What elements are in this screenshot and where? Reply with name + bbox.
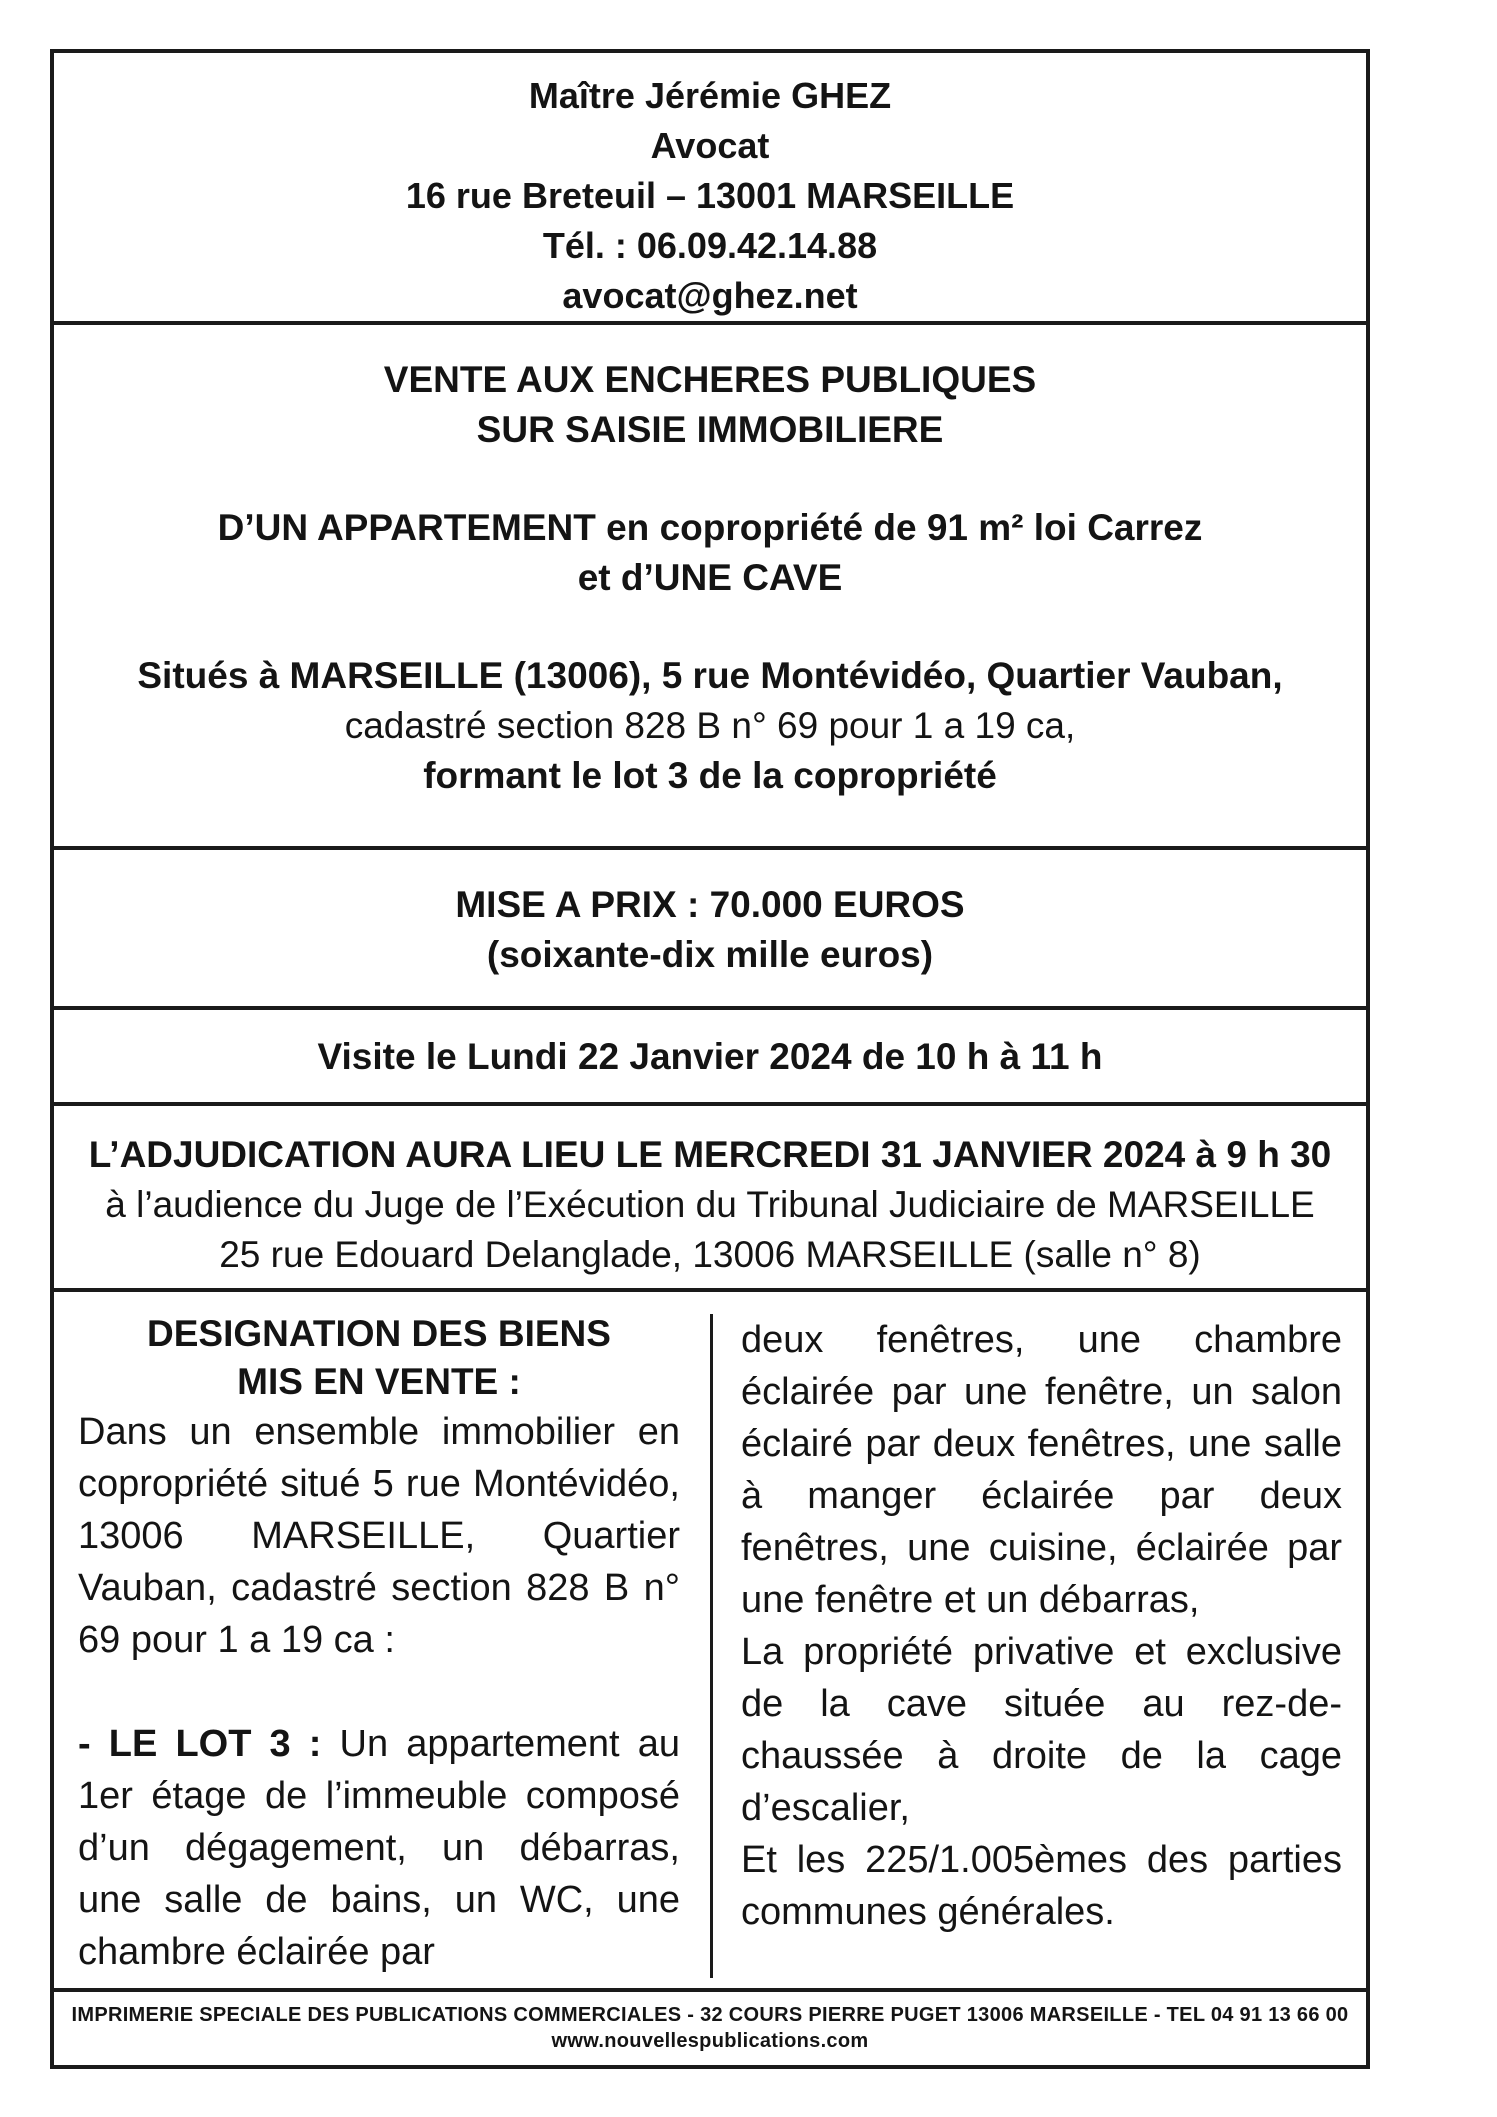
designation-right-column	[710, 1314, 1342, 1978]
designation-right-p3: Et les 225/1.005èmes des parties communes générales.	[741, 1839, 1342, 1934]
auction-court: à l’audience du Juge de l’Exécution du Tribunal Judiciaire de MARSEILLE	[105, 1184, 1315, 1226]
printer-footer	[54, 1992, 1366, 2065]
property-cadastre: cadastré section 828 B n° 69 pour 1 a 19 ca,	[344, 705, 1076, 746]
lawyer-email: avocat@ghez.net	[562, 275, 858, 316]
designation-right-p2: La propriété privative et exclusive de la cave située au rez-de-chaussée à droite de la cage d’escalier,	[741, 1631, 1342, 1830]
visit-text: Visite le Lundi 22 Janvier 2024 de 10 h à 11 h	[317, 1035, 1103, 1077]
designation-left-column	[78, 1310, 710, 1978]
sale-heading-line1: VENTE AUX ENCHERES PUBLIQUES	[383, 359, 1037, 400]
lot-text: Un appartement au 1er étage de l’immeuble composé d’un dégagement, un débarras, une salle de bains, un WC, une chambre éclairée par	[78, 1723, 680, 1974]
designation-heading-line2: MIS EN VENTE :	[237, 1361, 521, 1403]
auction-date: L’ADJUDICATION AURA LIEU LE MERCREDI 31 JANVIER 2024 à 9 h 30	[88, 1134, 1332, 1176]
price-section	[54, 850, 1366, 1010]
starting-price-words: (soixante-dix mille euros)	[486, 934, 934, 976]
visit-section	[54, 1010, 1366, 1106]
designation-right-p1: deux fenêtres, une chambre éclairée par une fenêtre, un salon éclairé par deux fenêtres, une salle à manger éclairée par deux fenêtres, une cuisine, éclairée par une fenêtre et un débarras,	[741, 1319, 1342, 1622]
lawyer-phone: Tél. : 06.09.42.14.88	[542, 225, 878, 266]
property-description	[54, 503, 1366, 553]
property-type: D’UN APPARTEMENT	[217, 507, 596, 548]
lot-label: - LE LOT 3 :	[78, 1723, 322, 1766]
property-details: en copropriété de 91 m² loi Carrez	[595, 507, 1203, 548]
property-lot: formant le lot 3 de la copropriété	[423, 755, 997, 796]
legal-notice-frame	[50, 49, 1370, 2069]
designation-heading-line1: DESIGNATION DES BIENS	[147, 1313, 611, 1355]
property-location: Situés à MARSEILLE (13006), 5 rue Montévidéo, Quartier Vauban,	[137, 655, 1283, 696]
property-line2: et d’UNE CAVE	[577, 557, 843, 598]
lawyer-section	[54, 53, 1366, 325]
designation-intro: Dans un ensemble immobilier en copropriété situé 5 rue Montévidéo, 13006 MARSEILLE, Quartier Vauban, cadastré section 828 B n° 69 pour 1 a 19 ca :	[78, 1411, 680, 1662]
designation-section	[54, 1292, 1366, 1992]
auction-address: 25 rue Edouard Delanglade, 13006 MARSEILLE (salle n° 8)	[219, 1234, 1201, 1276]
starting-price: MISE A PRIX : 70.000 EUROS	[455, 884, 965, 926]
printer-info: IMPRIMERIE SPECIALE DES PUBLICATIONS COMMERCIALES - 32 COURS PIERRE PUGET 13006 MARSEILLE - TEL 04 91 13 66 00	[71, 2004, 1349, 2027]
printer-website: www.nouvellespublications.com	[551, 2030, 869, 2053]
sale-section	[54, 325, 1366, 850]
lawyer-name: Maître Jérémie GHEZ	[528, 75, 892, 116]
auction-section	[54, 1106, 1366, 1292]
lawyer-title: Avocat	[650, 125, 770, 166]
sale-heading-line2: SUR SAISIE IMMOBILIERE	[476, 409, 944, 450]
lot-description	[78, 1718, 680, 1978]
lawyer-address: 16 rue Breteuil – 13001 MARSEILLE	[405, 175, 1015, 216]
